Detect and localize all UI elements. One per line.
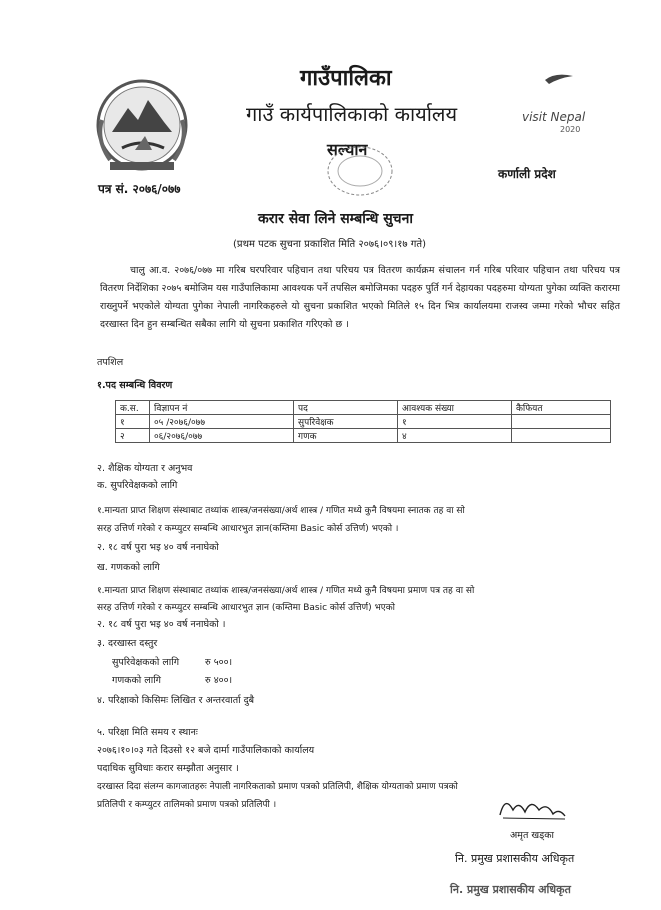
section5-line4: प्रतिलिपी र कम्प्युटर तालिमको प्रमाण पत्रको प्रतिलिपी । <box>97 800 277 810</box>
section2b-line1: १.मान्यता प्राप्त शिक्षण संस्थाबाट तथ्यांक शास्त्र/जनसंख्या/अर्थ शास्त्र / गणित मध्ये कुनै विषयमा प्रमाण पत्र तह वा सो <box>97 586 475 596</box>
notice-title: करार सेवा लिने सम्बन्धि सुचना <box>258 211 413 227</box>
org-name: गाउँपालिका <box>300 66 392 91</box>
section2-heading: २. शैक्षिक योग्यता र अनुभव <box>97 463 193 474</box>
notice-subtitle: (प्रथम पटक सुचना प्रकाशित मिति २०७६।०९।१७ गते) <box>233 239 427 250</box>
section2b-line2: सरह उत्तिर्ण गरेको र कम्प्युटर सम्बन्धि आधारभुत ज्ञान (कम्तिमा Basic कोर्स उत्तिर्ण) भएको <box>97 603 395 613</box>
table-cell: १ <box>116 415 150 429</box>
section2a-line2: सरह उत्तिर्ण गरेको र कम्प्युटर सम्बन्धि आधारभुत ज्ञान(कम्तिमा Basic कोर्स उत्तिर्ण) भएको । <box>97 524 399 534</box>
office-stamp <box>325 143 395 198</box>
signatory-designation: नि. प्रमुख प्रशासकीय अधिकृत <box>455 852 575 865</box>
section2a-line3: २. १८ वर्ष पुरा भइ ४० वर्ष ननाघेको <box>97 542 219 553</box>
table-header-cell: विज्ञापन नं <box>150 401 294 415</box>
table-header-cell: पद <box>294 401 398 415</box>
designation-stamp: नि. प्रमुख प्रशासकीय अधिकृत <box>450 883 571 896</box>
table-cell: ४ <box>398 429 512 443</box>
section3-heading: ३. दरखास्त दस्तुर <box>97 638 158 649</box>
section2a-line1: १.मान्यता प्राप्त शिक्षण संस्थाबाट तथ्यांक शास्त्र/जनसंख्या/अर्थ शास्त्र / गणित मध्ये कुनै विषयमा स्नातक तह वा सो <box>97 506 465 516</box>
table-cell: सुपरिवेक्षक <box>294 415 398 429</box>
table-cell: ०६/२०७६/०७७ <box>150 429 294 443</box>
table-cell <box>512 429 611 443</box>
visit-nepal-bird-icon <box>545 72 573 84</box>
fee-amount: रु ५००। <box>205 657 233 668</box>
section1-heading: १.पद सम्बन्धि विवरण <box>97 380 173 391</box>
notice-intro: चालु आ.व. २०७६/०७७ मा गरिब घरपरिवार पहिचान तथा परिचय पत्र वितरण कार्यक्रम संचालन गर्न गरिब परिवार पहिचान तथा परिचय पत्र वितरण निर्देशिका २०७५ बमोजिम यस गाउँपालिकामा आवश्यक पर्ने तपसिल बमोजिमका पदहरु पुर्ति गर्न देहायका पदहरुमा योग्यता पुगेका व्यक्ति करारमा राख्नुपर्ने भएकोले योग्यता पुगेका नेपाली नागरिकहरुले यो सुचना प्रकाशित भएको मितिले १५ दिन भित्र कार्यालयमा राजस्व जम्मा गरेको भौचर सहित दरखास्त दिन हुन सम्बन्धित सबैका लागि यो सुचना प्रकाशित गरिएको छ । <box>100 265 620 330</box>
fee-label: सुपरिवेक्षकको लागि <box>112 657 180 668</box>
table-cell: गणक <box>294 429 398 443</box>
details-heading: तपशिल <box>97 357 124 368</box>
table-cell: २ <box>116 429 150 443</box>
table-row <box>116 429 611 443</box>
table-header-cell: कैफियत <box>512 401 611 415</box>
emblem-logo <box>90 70 195 180</box>
table-header-cell: आवश्यक संख्या <box>398 401 512 415</box>
positions-table <box>115 400 611 443</box>
section5-heading: ५. परिक्षा मिति समय र स्थानः <box>97 727 198 738</box>
handwritten-signature <box>495 790 575 825</box>
letter-number: पत्र सं. २०७६/०७७ <box>98 182 181 196</box>
section2b-line3: २. १८ वर्ष पुरा भइ ४० वर्ष ननाघेको । <box>97 619 226 630</box>
table-header-row <box>116 401 611 415</box>
visit-nepal-logo-text: visit Nepal <box>522 110 586 124</box>
fee-label: गणकको लागि <box>112 675 161 686</box>
section4-text: ४. परिक्षाको किसिमः लिखित र अन्तरवार्ता दुबै <box>97 695 255 706</box>
section5-line3: दरखास्त दिदा संलग्न कागजातहरुः नेपाली नागरिकताको प्रमाण पत्रको प्रतिलिपी, शैक्षिक योग्यताको प्रमाण पत्रको <box>97 782 458 792</box>
table-cell: १ <box>398 415 512 429</box>
province-name: कर्णाली प्रदेश <box>498 167 556 181</box>
section5-line1: २०७६।१०।०३ गते दिउसो १२ बजे दार्मा गाउँपालिकाको कार्यालय <box>97 745 315 756</box>
section2b-heading: ख. गणकको लागि <box>97 562 160 573</box>
section5-line2: पदाधिक सुविधाः करार सम्झौता अनुसार । <box>97 763 239 774</box>
district-name: सल्यान <box>327 140 368 159</box>
signatory-name: अमृत खड्का <box>510 830 554 841</box>
section2a-heading: क. सुपरिवेक्षकको लागि <box>97 480 178 491</box>
fee-amount: रु ४००। <box>205 675 233 686</box>
table-header-cell: क.स. <box>116 401 150 415</box>
visit-nepal-year: 2020 <box>560 125 581 134</box>
table-row <box>116 415 611 429</box>
office-name: गाउँ कार्यपालिकाको कार्यालय <box>246 102 458 126</box>
table-cell: ०५ /२०७६/०७७ <box>150 415 294 429</box>
table-cell <box>512 415 611 429</box>
